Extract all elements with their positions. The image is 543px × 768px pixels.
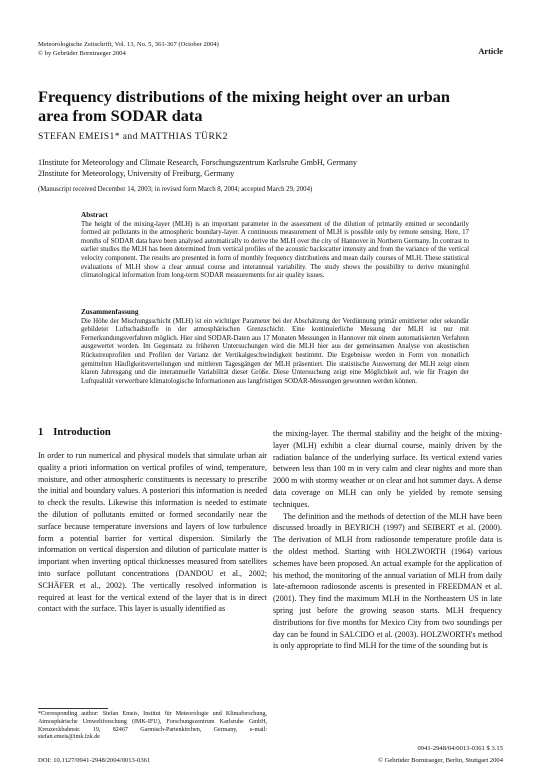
- corresponding-author-footnote: *Corresponding author: Stefan Emeis, Institut für Meteorologie und Klimaforschung, Atmosphärische Umweltforschung (IMK-IFU), Forschungszentrum Karlsruhe GmbH, Kreuzeckbahnstr. 19, 82467 Garmisch-Partenkirchen, Germany, e-mail: stefan.emeis@imk.fzk.de: [38, 711, 267, 741]
- section-title: Introduction: [53, 427, 111, 438]
- journal-line: Meteorologische Zeitschrift, Vol. 13, No. 5, 361-367 (October 2004): [38, 41, 219, 48]
- manuscript-dates: (Manuscript received December 14, 2003; in revised form March 8, 2004; accepted March 29, 2004): [38, 186, 313, 193]
- abstract-heading: Abstract: [81, 211, 108, 219]
- right-paragraph-1: the mixing-layer. The thermal stability and the height of the mixing-layer (MLH) exhibit a clear diurnal course, mainly driven by the radiation balance of the underlying surface. Its vertical extend varies between less than 100 m in very calm and clear nights and more than 2000 m with stormy weather or on clear and hot summer days. A dense data coverage on MLH can only be yielded by remote sensing techniques.: [273, 429, 502, 509]
- affiliation-1: 1Institute for Meteorology and Climate Research, Forschungszentrum Karlsruhe GmbH, Germany: [38, 158, 357, 167]
- right-paragraph-2: The definition and the methods of detection of the MLH have been discussed broadly in BEYRICH (1997) and SEIBERT et al. (2000). The derivation of MLH from radiosonde temperature profile data is the oldest method. Starting with HOLZWORTH (1964) various schemes have been proposed. An actual example for the application of his method, the monitoring of the annual variation of MLH from daily late-afternoon radiosonde ascents is presented in FREEDMAN et al. (2001). They find the maximum MLH in the Northeastern US in late spring just before the growing season starts. MLH frequency distributions for five months for Mexico City from two soundings per day can be found in SALCIDO et al. (2003). HOLZWORTH's method is only appropriate to find MLH for the time of the sounding but is: [273, 511, 502, 651]
- issn-line: 0941-2948/04/0013-0361 $ 3.15: [417, 745, 503, 752]
- copyright-line: © by Gebrüder Borntraeger 2004: [38, 49, 126, 57]
- right-column: [273, 428, 502, 652]
- zusammenfassung-heading: Zusammenfassung: [81, 308, 139, 316]
- abstract-block: [81, 211, 469, 281]
- publisher-line: © Gebrüder Borntraeger, Berlin, Stuttgart 2004: [377, 757, 503, 764]
- zusammenfassung-text: Die Höhe der Mischungsschicht (MLH) ist ein wichtiger Parameter bei der Abschätzung der Verdünnung primär emittierter oder sekundär gebildeter Luftschadstoffe in der atmosphärischen Grenzschicht. Eine kontinuierliche Messung der MLH ist nur mit Fernerkundungsverfahren möglich. Hier sind SODAR-Daten aus 17 Monaten Messungen in Hannover mit einem automatisierten Verfahren ausgewertet worden. Im Gegensatz zu früheren Untersuchungen wird die MLH hier aus der gemeinsamen Analyse von akustischen Rückstreuprofilen und Profilen der Varianz der Vertikalgeschwindigkeit bestimmt. Die Ergebnisse werden in Form von monatlich gemittelten Häufigkeitsverteilungen und mittleren Tagesgängen der MLH präsentiert. Die statistische Auswertung der MLH zeigt einen klaren Jahresgang und die interannuelle Variabilität dieser Größe. Diese Untersuchung zeigt eine Möglichkeit auf, wie für Fragen der Luftqualität verwertbare klimatologische Informationen aus langfristigen SODAR-Messungen gewonnen werden können.: [81, 317, 469, 385]
- footnote-rule: [38, 708, 108, 709]
- doi-line: DOI: 10.1127/0941-2948/2004/0013-0361: [38, 757, 151, 764]
- article-type-label: Article: [478, 47, 503, 56]
- left-column: [38, 450, 267, 615]
- journal-header: [38, 41, 219, 58]
- paper-title: Frequency distributions of the mixing height over an urban area from SODAR data: [38, 87, 450, 125]
- affiliation-2: 2Institute for Meteorology, University of Freiburg, Germany: [38, 169, 235, 179]
- section-heading: [38, 427, 111, 438]
- left-paragraph-1: In order to run numerical and physical models that simulate urban air quality a priori information on vertical profiles of wind, temperature, moisture, and other atmospheric constituents is necessary to prescribe the initial and boundary values. A posteriori this information is needed to check the results. Likewise this information is needed to estimate the dilution of pollutants emitted or formed secondarily near the surface because temperature inversions and layers of low turbulence form a potential barrier for vertical dispersion. Similarly the information on vertical dispersion and dilution of particulate matter is important when inverting optical thicknesses measured from satellites into surface pollutant concentrations (DANDOU et al., 2002; SCHÄFER et al., 2002). The vertically resolved information is required at least for the vertical extend of the layer that is in direct contact with the surface. This layer is usually identified as: [38, 451, 267, 614]
- affiliations: [38, 157, 357, 179]
- abstract-text: The height of the mixing-layer (MLH) is an important parameter in the assessment of the dilution of primarily emitted or secondarily formed air pollutants in the atmospheric boundary-layer. A continuous measurement of MLH is possible only by remote sensing. Here, 17 months of SODAR data have been analysed automatically to derive the MLH over the city of Hannover in Northern Germany. In contrast to earlier studies the MLH has been determined from vertical profiles of the acoustic backscatter intensity and from the variance of the vertical velocity component. The results are presented in form of monthly frequency distributions and mean daily courses of MLH. These statistical evaluations of MLH show a clear annual course and interannual variability. The study shows the possibility to derive meaningful climatological information from long-term SODAR measurements for air quality issues.: [81, 220, 469, 280]
- zusammenfassung-block: [81, 308, 469, 386]
- section-number: 1: [38, 427, 44, 438]
- author-list: STEFAN EMEIS1* and MATTHIAS TÜRK2: [38, 131, 228, 142]
